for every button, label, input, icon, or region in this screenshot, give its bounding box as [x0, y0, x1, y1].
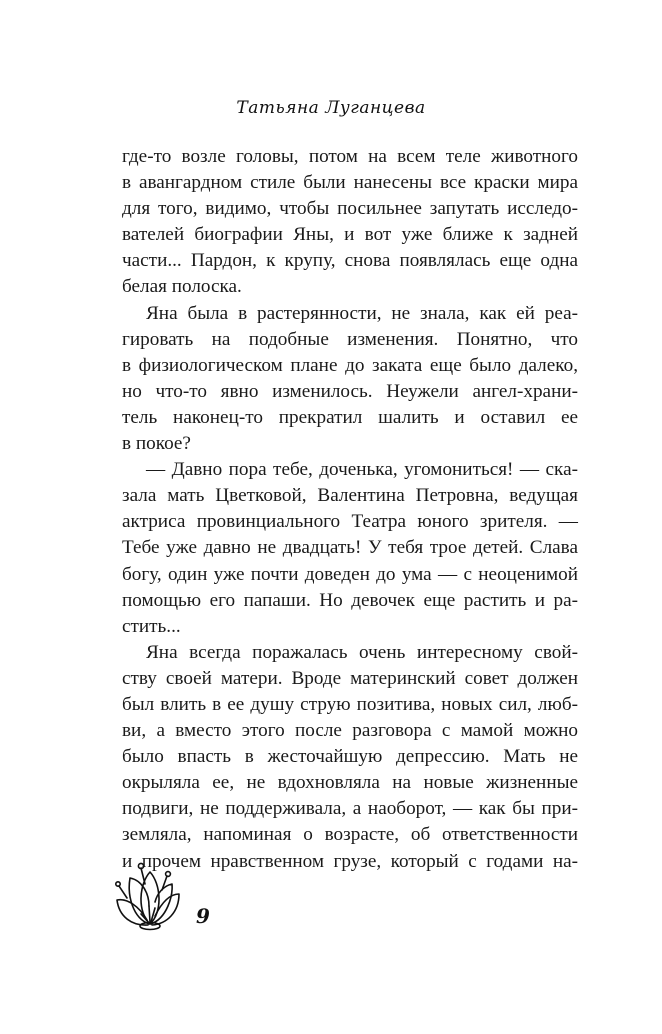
text-line: где-то возле головы, потом на всем теле животного: [122, 146, 578, 167]
text-line: и прочем нравственном грузе, который с годами на-: [122, 850, 578, 872]
text-line: ству своей матери. Вроде материнский совет должен: [122, 667, 578, 689]
text-line: для того, видимо, чтобы посильнее запутать исследо-: [122, 198, 578, 220]
text-line: был влить в ее душу струю позитива, новых сил, люб-: [122, 693, 578, 715]
lotus-flower-icon: [105, 862, 195, 940]
text-line: окрыляла ее, не вдохновляла на новые жизненные: [122, 772, 578, 794]
text-line: в физиологическом плане до заката еще было далеко,: [122, 354, 578, 376]
text-line: стить...: [122, 615, 181, 637]
running-head-author: Татьяна Луганцева: [236, 98, 426, 118]
text-line: Яна всегда поражалась очень интересному свой-: [146, 641, 578, 663]
text-line: части... Пардон, к крупу, снова появлялась еще одна: [122, 250, 578, 272]
text-line: но что-то явно изменилось. Неужели ангел-храни-: [122, 380, 578, 402]
text-line: белая полоска.: [122, 276, 242, 298]
text-line: было впасть в жесточайшую депрессию. Мать не: [122, 746, 578, 768]
text-line: зала мать Цветковой, Валентина Петровна, ведущая: [122, 485, 578, 507]
text-line: подвиги, не поддерживала, а наоборот, — как бы при-: [122, 798, 578, 820]
text-line: богу, один уже почти доведен до ума — с неоценимой: [122, 563, 578, 585]
text-line: тель наконец-то прекратил шалить и оставил ее: [122, 406, 578, 428]
text-line: Тебе уже давно не двадцать! У тебя трое детей. Слава: [122, 537, 578, 559]
page-number: 9: [196, 904, 210, 928]
text-line: земляла, напоминая о возрасте, об ответственности: [122, 824, 578, 846]
text-line: Яна была в растерянности, не знала, как ей реа-: [146, 302, 578, 324]
text-line: в авангардном стиле были нанесены все краски мира: [122, 172, 578, 194]
text-line: вателей биографии Яны, и вот уже ближе к задней: [122, 224, 578, 246]
text-line: актриса провинциального Театра юного зрителя. —: [122, 511, 578, 533]
text-line: гировать на подобные изменения. Понятно, что: [122, 328, 578, 350]
text-line: — Давно пора тебе, доченька, угомониться! — ска-: [146, 459, 578, 481]
body-text: [122, 144, 578, 875]
text-line: в покое?: [122, 433, 191, 455]
text-line: помощью его папаши. Но девочек еще растить и ра-: [122, 589, 578, 611]
text-line: ви, а вместо этого после разговора с мамой можно: [122, 720, 578, 742]
